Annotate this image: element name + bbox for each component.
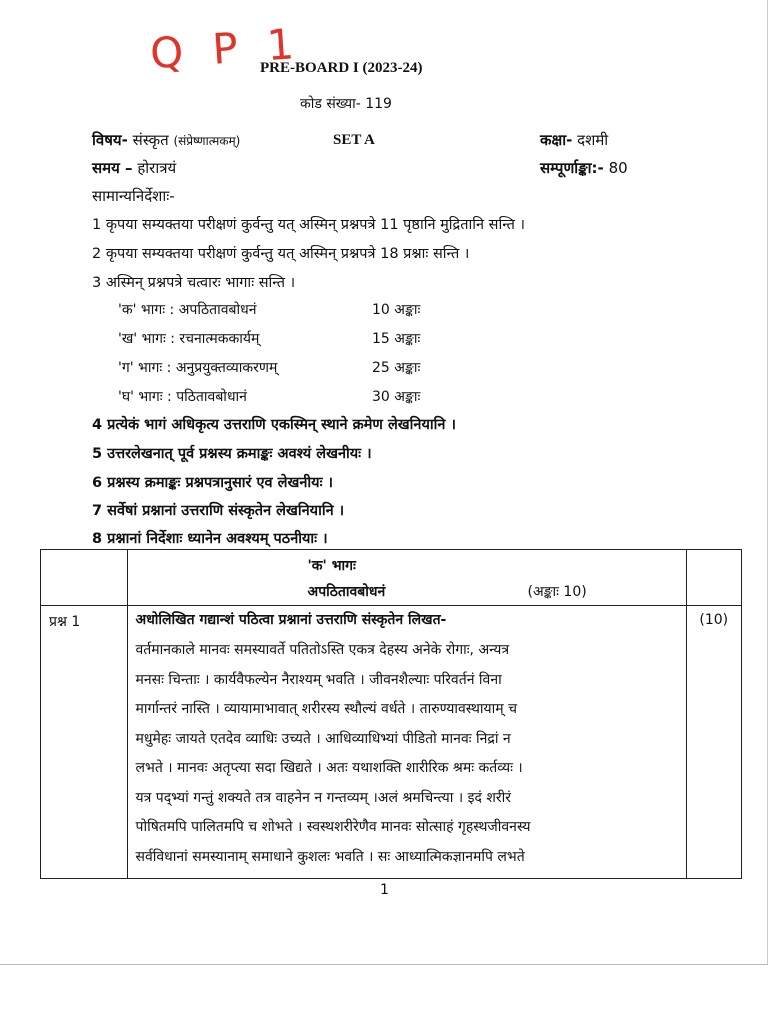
question-row (41, 606, 742, 879)
instruction-4: 4 प्रत्येकं भागं अधिकृत्य उत्तराणि एकस्मिन् स्थाने क्रमेण लेखनियानि । (92, 417, 456, 433)
question-table (40, 549, 742, 879)
instruction-8: 8 प्रश्नानां निर्देशाः ध्यानेन अवश्यम् पठनीयाः । (92, 531, 328, 547)
instruction-3: 3 अस्मिन् प्रश्नपत्रे चत्वारः भागाः सन्ति । (92, 275, 296, 291)
question-body (127, 606, 686, 879)
question-number: प्रश्न 1 (41, 606, 128, 879)
section-part: 'क' भागः (307, 558, 356, 574)
subject-line (92, 130, 240, 150)
passage-line: लभते । मानवः अतृप्त्या सदा खिद्यते । अतः यथाशक्ति शारीरिक श्रमः कर्तव्यः । (135, 760, 523, 776)
code-number: कोड संख्या- 119 (300, 96, 392, 112)
instruction-5: 5 उत्तरलेखनात् पूर्व प्रश्नस्य क्रमाङ्कः अवश्यं लेखनीयः । (92, 446, 372, 462)
section-header-cell (127, 550, 686, 606)
instruction-2: 2 कृपया सम्यक्तया परीक्षणं कुर्वन्तु यत् अस्मिन् प्रश्नपत्रे 18 प्रश्नाः सन्ति । (92, 246, 470, 262)
part-ka-name: 'क' भागः : अपठितावबोधनं (118, 302, 257, 318)
general-instructions-heading: सामान्यनिर्देशाः- (92, 187, 175, 205)
passage-line: मधुमेहः जायते एतदेव व्याधिः उच्यते । आधिव्याधिभ्यां पीडितो मानवः निद्रां न (135, 730, 511, 747)
subject-note: (संप्रेष्णात्मकम्) (173, 134, 241, 148)
marks-value: 80 (608, 159, 628, 177)
handwritten-annotation: Q P 1 (148, 18, 304, 79)
time-label: समय – (92, 159, 133, 177)
instruction-1: 1 कृपया सम्यक्तया परीक्षणं कुर्वन्तु यत् अस्मिन् प्रश्नपत्रे 11 पृष्ठानि मुद्रितानि सन्ति । (92, 217, 526, 233)
question-marks: (10) (686, 606, 741, 879)
class-label: कक्षा- (540, 131, 573, 149)
part-gha-marks: 30 अङ्काः (372, 389, 421, 405)
question-instruction: अधोलिखित गद्यान्शं पठित्वा प्रश्नानां उत्तराणि संस्कृतेन लिखत- (135, 612, 447, 628)
set-label: SET A (333, 132, 375, 148)
subject-label: विषय- (92, 131, 128, 149)
empty-cell (686, 550, 741, 606)
section-title: अपठितावबोधनं (307, 584, 386, 600)
passage-line: यत्र पद्भ्यां गन्तुं शक्यते तत्र वाहनेन न गन्तव्यम् ।अलं श्रमचिन्त्या । इदं शरीरं (135, 789, 511, 806)
subject-value: संस्कृत (132, 131, 169, 149)
part-ka-marks: 10 अङ्काः (372, 302, 421, 318)
part-gha-name: 'घ' भागः : पठितावबोधानं (118, 389, 247, 405)
passage-line: सर्वविधानां समस्यानाम् समाधाने कुशलः भवति । सः आध्यात्मिकज्ञानमपि लभते (135, 848, 525, 865)
passage-line: मनसः चिन्ताः । कार्यवैफल्येन नैराश्यम् भवति । जीवनशैल्याः परिवर्तनं विना (135, 671, 502, 688)
passage-line: वर्तमानकाले मानवः समस्यावर्ते पतितोऽस्ति एकत्र देहस्य अनेके रोगाः, अन्यत्र (135, 642, 510, 658)
instruction-6: 6 प्रश्नस्य क्रमाङ्कः प्रश्नपत्रानुसारं एव लेखनीयः । (92, 475, 334, 491)
passage-line: पोषितमपि पालितमपि च शोभते । स्वस्थशरीरेणैव मानवः सोत्साहं गृहस्थजीवनस्य (135, 819, 531, 835)
part-kha-name: 'ख' भागः : रचनात्मककार्यम् (118, 331, 260, 347)
page-number: 1 (380, 882, 389, 898)
section-marks: (अङ्काः 10) (527, 584, 587, 600)
part-kha-marks: 15 अङ्काः (372, 331, 421, 347)
exam-title: PRE-BOARD I (2023-24) (260, 60, 423, 76)
time-value: होरात्रयं (137, 159, 177, 177)
section-header-row (41, 550, 742, 606)
time-line (92, 158, 176, 178)
class-value: दशमी (577, 131, 609, 149)
marks-label: सम्पूर्णाङ्का:- (540, 159, 604, 177)
part-ga-marks: 25 अङ्काः (372, 360, 421, 376)
page-bottom-edge (0, 964, 768, 965)
marks-line (540, 158, 628, 178)
empty-cell (41, 550, 128, 606)
instruction-7: 7 सर्वेषां प्रश्नानां उत्तराणि संस्कृतेन लेखनियानि । (92, 503, 345, 519)
passage-line: मार्गान्तरं नास्ति । व्यायामाभावात् शरीरस्य स्थौल्यं वर्धते । तारुण्यावस्थायाम् च (135, 701, 517, 717)
class-line (540, 130, 608, 150)
part-ga-name: 'ग' भागः : अनुप्रयुक्तव्याकरणम् (118, 360, 278, 376)
